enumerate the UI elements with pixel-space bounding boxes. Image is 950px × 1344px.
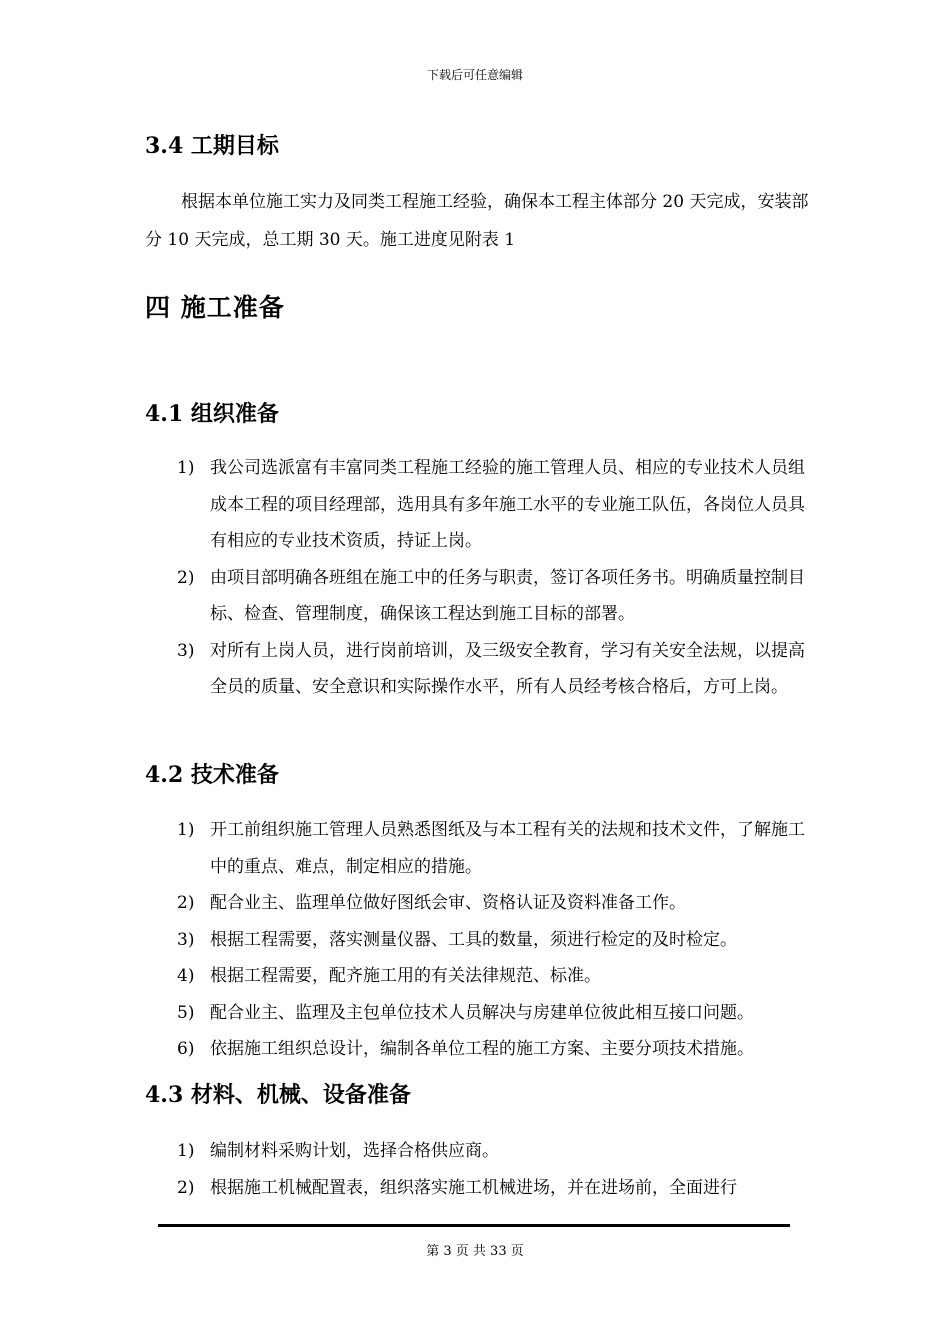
list-item-text: 由项目部明确各班组在施工中的任务与职责，签订各项任务书。明确质量控制目标、检查、管理制度，确保该工程达到施工目标的部署。 [210, 567, 805, 624]
list-item-text: 依据施工组织总设计，编制各单位工程的施工方案、主要分项技术措施。 [210, 1039, 754, 1059]
section-4-2-list [0, 812, 950, 1068]
list-item-text: 配合业主、监理单位做好图纸会审、资格认证及资料准备工作。 [210, 893, 686, 913]
list-item-number: 6) [177, 1039, 195, 1059]
section-3-4-title: 3.4 工期目标 [145, 133, 279, 159]
list-item-text: 配合业主、监理及主包单位技术人员解决与房建单位彼此相互接口问题。 [210, 1002, 754, 1023]
list-item-text: 根据工程需要，配齐施工用的有关法律规范、标准。 [210, 966, 601, 986]
list-item-number: 2) [177, 567, 195, 588]
list-item-number: 2) [177, 1177, 195, 1198]
list-item [0, 560, 820, 633]
section-4-1-list [0, 450, 950, 706]
list-item-number: 5) [177, 1002, 195, 1023]
list-item-text: 根据施工机械配置表，组织落实施工机械进场，并在进场前，全面进行 [210, 1177, 737, 1198]
chapter-4-title: 四 施工准备 [145, 293, 285, 322]
page-footer: 第 3 页 共 33 页 [426, 1244, 524, 1259]
section-4-2-title: 4.2 技术准备 [145, 762, 279, 788]
list-item [0, 633, 820, 706]
list-item-text: 对所有上岗人员，进行岗前培训，及三级安全教育，学习有关安全法规，以提高全员的质量、安全意识和实际操作水平，所有人员经考核合格后，方可上岗。 [210, 640, 805, 697]
list-item-number: 3) [177, 929, 195, 950]
list-item-number: 3) [177, 640, 195, 661]
list-item-text: 开工前组织施工管理人员熟悉图纸及与本工程有关的法规和技术文件，了解施工中的重点、难点，制定相应的措施。 [210, 820, 805, 877]
list-item [0, 995, 820, 1032]
footer-divider [158, 1224, 790, 1227]
section-3-4-paragraph: 根据本单位施工实力及同类工程施工经验，确保本工程主体部分 20 天完成，安装部分 10 天完成，总工期 30 天。施工进度见附表 1 [145, 192, 809, 250]
list-item [0, 922, 820, 959]
list-item-number: 2) [177, 893, 195, 913]
list-item [0, 958, 820, 995]
list-item-text: 我公司选派富有丰富同类工程施工经验的施工管理人员、相应的专业技术人员组成本工程的项目经理部，选用具有多年施工水平的专业施工队伍，各岗位人员具有相应的专业技术资质，持证上岗。 [210, 458, 805, 551]
section-4-3-title: 4.3 材料、机械、设备准备 [145, 1082, 411, 1108]
list-item [0, 812, 820, 885]
list-item [0, 1170, 820, 1207]
list-item [0, 1031, 820, 1068]
page-header: 下载后可任意编辑 [426, 68, 523, 82]
list-item [0, 450, 820, 560]
list-item-text: 根据工程需要，落实测量仪器、工具的数量，须进行检定的及时检定。 [210, 929, 737, 950]
section-4-3-list [0, 1133, 950, 1206]
list-item [0, 1133, 820, 1170]
list-item-number: 1) [177, 458, 195, 478]
list-item [0, 885, 820, 922]
list-item-number: 4) [177, 966, 195, 986]
section-4-1-title: 4.1 组织准备 [145, 401, 279, 427]
list-item-number: 1) [177, 1141, 195, 1161]
list-item-text: 编制材料采购计划，选择合格供应商。 [210, 1141, 499, 1161]
list-item-number: 1) [177, 820, 195, 840]
